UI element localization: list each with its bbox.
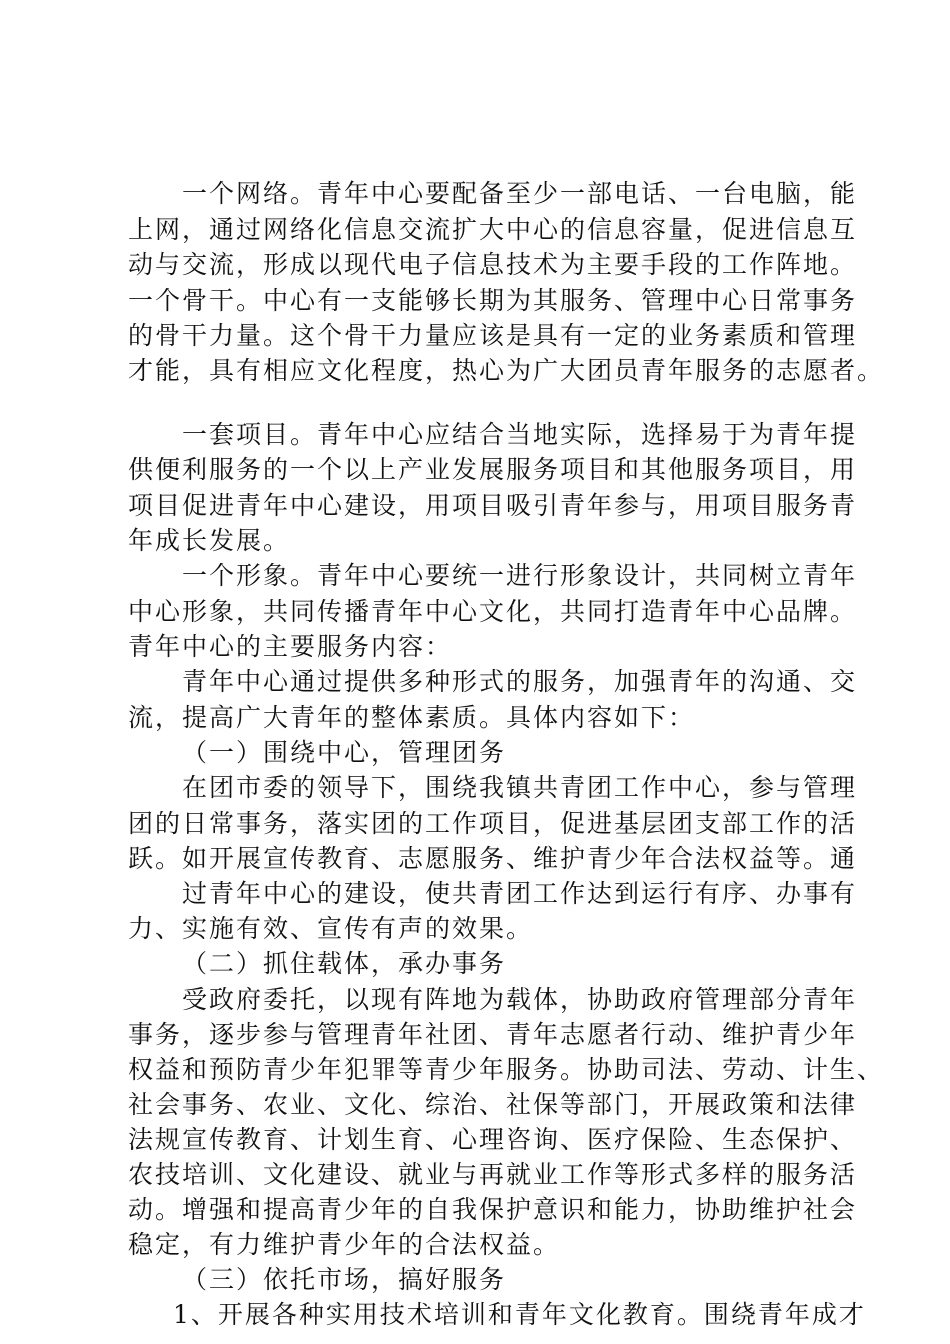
text-line: 一套项目。青年中心应结合当地实际，选择易于为青年提 [182,420,858,449]
text-line: 法规宣传教育、计划生育、心理咨询、医疗保险、生态保护、 [128,1125,858,1154]
section-heading: （三）依托市场，搞好服务 [182,1265,507,1294]
text-line: 一个骨干。中心有一支能够长期为其服务、管理中心日常事务 [128,286,858,315]
text-line: 中心形象，共同传播青年中心文化，共同打造青年中心品牌。 [128,597,858,626]
text-line: 1、开展各种实用技术培训和青年文化教育。围绕青年成才 [173,1300,866,1329]
text-line: 动与交流，形成以现代电子信息技术为主要手段的工作阵地。 [128,250,858,279]
text-line: 供便利服务的一个以上产业发展服务项目和其他服务项目，用 [128,455,858,484]
text-line: 才能，具有相应文化程度，热心为广大团员青年服务的志愿者。 [128,356,885,385]
text-line: 的骨干力量。这个骨干力量应该是具有一定的业务素质和管理 [128,321,858,350]
text-line: 稳定，有力维护青少年的合法权益。 [128,1230,561,1259]
section-heading: （二）抓住载体，承办事务 [182,949,507,978]
text-line: 跃。如开展宣传教育、志愿服务、维护青少年合法权益等。通 [128,844,858,873]
text-line: 一个网络。青年中心要配备至少一部电话、一台电脑，能 [182,179,858,208]
text-line: 青年中心的主要服务内容： [128,632,453,661]
text-line: 项目促进青年中心建设，用项目吸引青年参与，用项目服务青 [128,491,858,520]
text-line: 一个形象。青年中心要统一进行形象设计，共同树立青年 [182,561,858,590]
text-line: 年成长发展。 [128,526,291,555]
text-line: 农技培训、文化建设、就业与再就业工作等形式多样的服务活 [128,1160,858,1189]
text-line: 上网，通过网络化信息交流扩大中心的信息容量，促进信息互 [128,215,858,244]
section-heading: （一）围绕中心，管理团务 [182,738,507,767]
text-line: 事务，逐步参与管理青年社团、青年志愿者行动、维护青少年 [128,1020,858,1049]
text-line: 力、实施有效、宣传有声的效果。 [128,914,534,943]
text-line: 权益和预防青少年犯罪等青少年服务。协助司法、劳动、计生、 [128,1055,885,1084]
text-line: 过青年中心的建设，使共青团工作达到运行有序、办事有 [182,879,858,908]
text-line: 青年中心通过提供多种形式的服务，加强青年的沟通、交 [182,667,858,696]
text-line: 团的日常事务，落实团的工作项目，促进基层团支部工作的活 [128,809,858,838]
text-line: 受政府委托，以现有阵地为载体，协助政府管理部分青年 [182,985,858,1014]
text-line: 动。增强和提高青少年的自我保护意识和能力，协助维护社会 [128,1195,858,1224]
text-line: 社会事务、农业、文化、综治、社保等部门，开展政策和法律 [128,1090,858,1119]
text-line: 流，提高广大青年的整体素质。具体内容如下： [128,703,696,732]
text-line: 在团市委的领导下，围绕我镇共青团工作中心，参与管理 [182,773,858,802]
